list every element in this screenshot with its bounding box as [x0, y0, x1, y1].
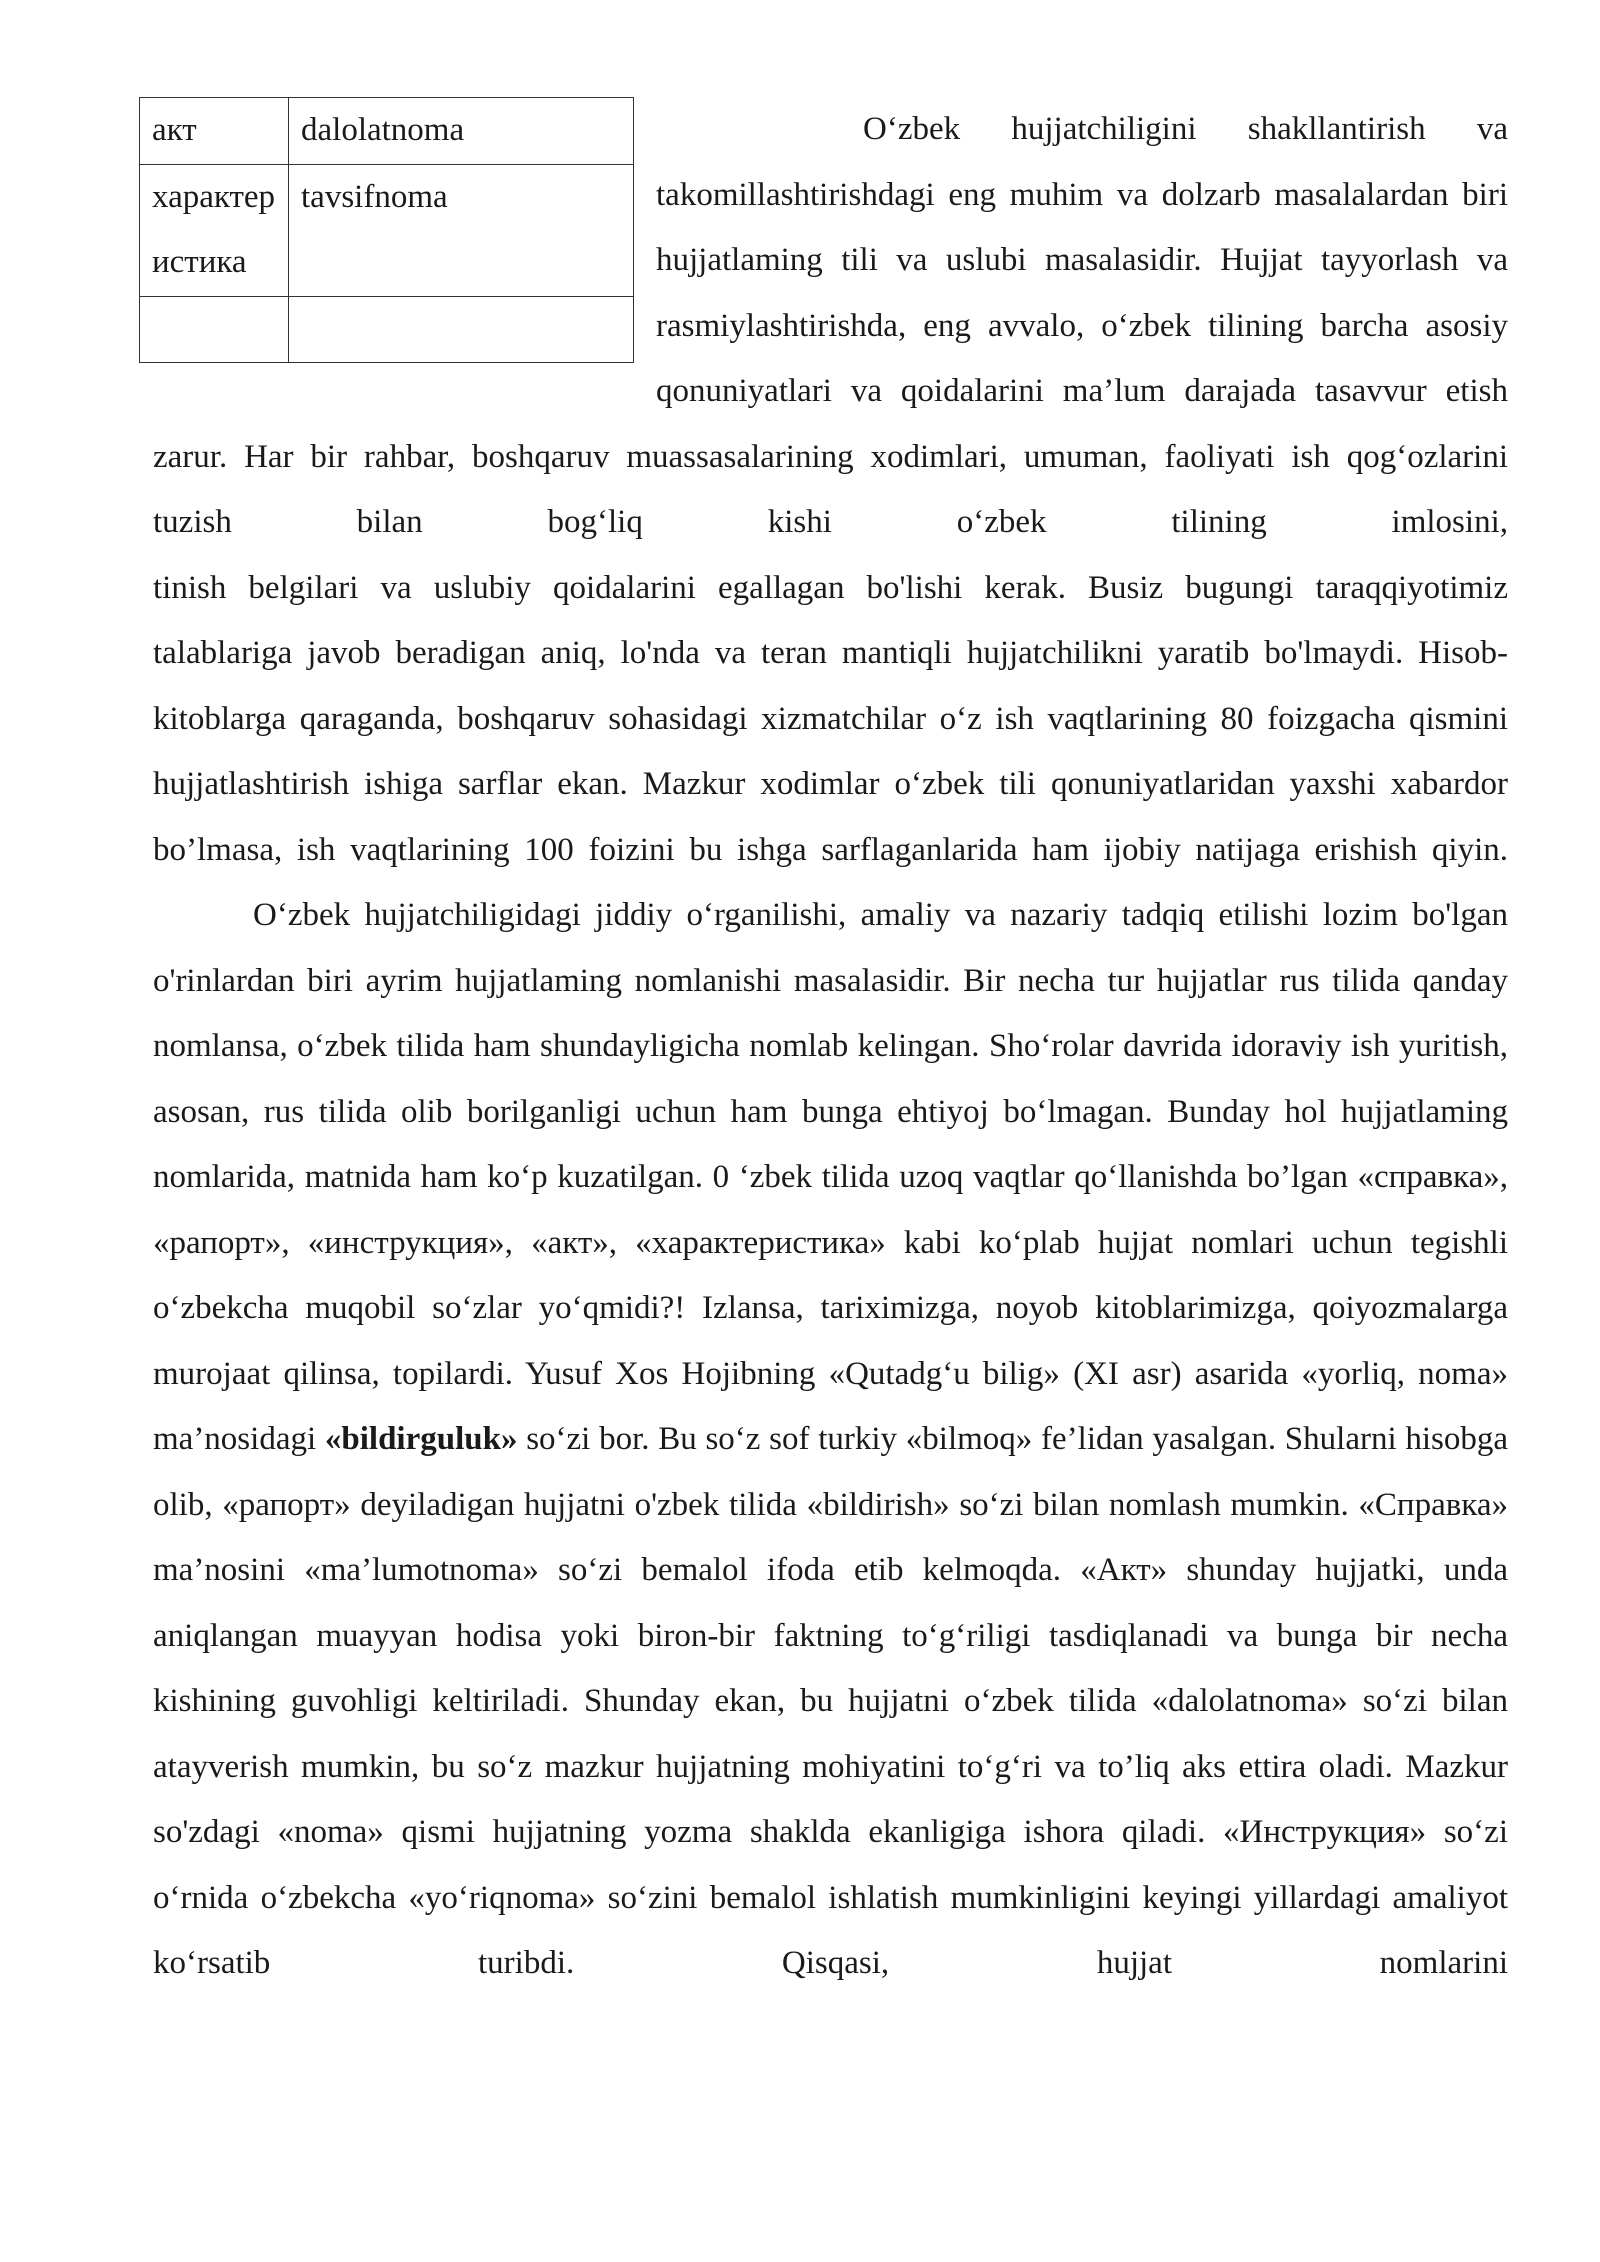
- table-cell-russian: характеристика: [140, 164, 289, 296]
- paragraph-intro-continued: tinish belgilari va uslubiy qoidalarini egallagan bo'lishi kerak. Busiz bugungi taraqqiyotimiz talablariga javob beradigan aniq, lo'nda va teran mantiqli hujjatchilikni yaratib bo'lmaydi. Hisob-kitoblarga qaraganda, boshqaruv sohasidagi xizmatchilar o‘z ish vaqtlarining 80 foizgacha qismini hujjatlashtirish ishiga sarflar ekan. Mazkur xodimlar o‘zbek tili qonuniyatlaridan yaxshi xabardor bo’lmasa, ish vaqtlarining 100 foizini bu ishga sarflaganlarida ham ijobiy natijaga erishish qiyin.: [153, 569, 1508, 868]
- table-row: [140, 98, 634, 165]
- bold-term: «bildirguluk»: [324, 1421, 518, 1457]
- paragraph-text: so‘zi bor. Bu so‘z sof turkiy «bilmoq» fe’lidan yasalgan. Shularni hisobga olib, «рапорт» deyiladigan hujjatni o'zbek tilida «bildirish» so‘zi bilan nomlash mumkin. «Справка» ma’nosini «ma’lumotnoma» so‘zi bemalol ifoda etib kelmoqda. «Акт» shunday hujjatki, unda aniqlangan muayyan hodisa yoki biron-bir faktning to‘g‘riligi tasdiqlanadi va bunga bir necha kishining guvohligi keltiriladi. Shunday ekan, bu hujjatni o‘zbek tilida «dalolatnoma» so‘zi bilan atayverish mumkin, bu so‘z mazkur hujjatning mohiyatini to‘g‘ri va to’liq aks ettira oladi. Mazkur so'zdagi «noma» qismi hujjatning yozma shaklda ekanligiga ishora qiladi. «Инструкция» so‘zi o‘rnida o‘zbekcha «yo‘riqnoma» so‘zini bemalol ishlatish mumkinligini keyingi yillardagi amaliyot ko‘rsatib turibdi. Qisqasi, hujjat nomlarini: [153, 1421, 1509, 1981]
- table-row: [140, 296, 634, 362]
- table-cell-uzbek: dalolatnoma: [289, 98, 634, 165]
- table-cell-russian: акт: [140, 98, 289, 165]
- table-cell-empty: [140, 296, 289, 362]
- table-cell-empty: [289, 296, 634, 362]
- table-row: [140, 164, 634, 296]
- paragraph-text: O‘zbek hujjatchiligidagi jiddiy o‘rganilishi, amaliy va nazariy tadqiq etilishi lozim bo'lgan o'rinlardan biri ayrim hujjatlaming nomlanishi masalasidir. Bir necha tur hujjatlar rus tilida qanday nomlansa, o‘zbek tilida ham shundayligicha nomlab kelingan. Sho‘rolar davrida idoraviy ish yuritish, asosan, rus tilida olib borilganligi uchun ham bunga ehtiyoj bo‘lmagan. Bunday hol hujjatlaming nomlarida, matnida ham ko‘p kuzatilgan. 0 ‘zbek tilida uzoq vaqtlar qo‘llanishda bo’lgan «справка», «рапорт», «инструкция», «акт», «характеристика» kabi ko‘plab hujjat nomlari uchun tegishli o‘zbekcha muqobil so‘zlar yo‘qmidi?! Izlansa, tariximizga, noyob kitoblarimizga, qoiyozmalarga murojaat qilinsa, topilardi. Yusuf Xos Hojibning «Qutadg‘u bilig» (XI asr) asarida «yorliq, noma» ma’nosidagi: [153, 897, 1508, 1457]
- term-table: [139, 97, 634, 363]
- paragraph-intro: O‘zbek hujjatchiligini shakllantirish va takomillashtirishdagi eng muhim va dolzarb masalalardan biri hujjatlaming tili va uslubi masalasidir. Hujjat tayyorlash va rasmiylashtirishda, eng avvalo, o‘zbek tilining barcha asosiy qonuniyatlari va qoidalarini ma’lum darajada tasavvur etish zarur. Har bir rahbar, boshqaruv muassasalarining xodimlari, umuman, faoliyati ish qog‘ozlarini tuzish bilan bog‘liq kishi o‘zbek tilining imlosini,: [153, 111, 1508, 540]
- table-cell-uzbek: tavsifnoma: [289, 164, 634, 296]
- document-page: [153, 97, 1508, 1997]
- paragraph-document-names: [153, 883, 1508, 1997]
